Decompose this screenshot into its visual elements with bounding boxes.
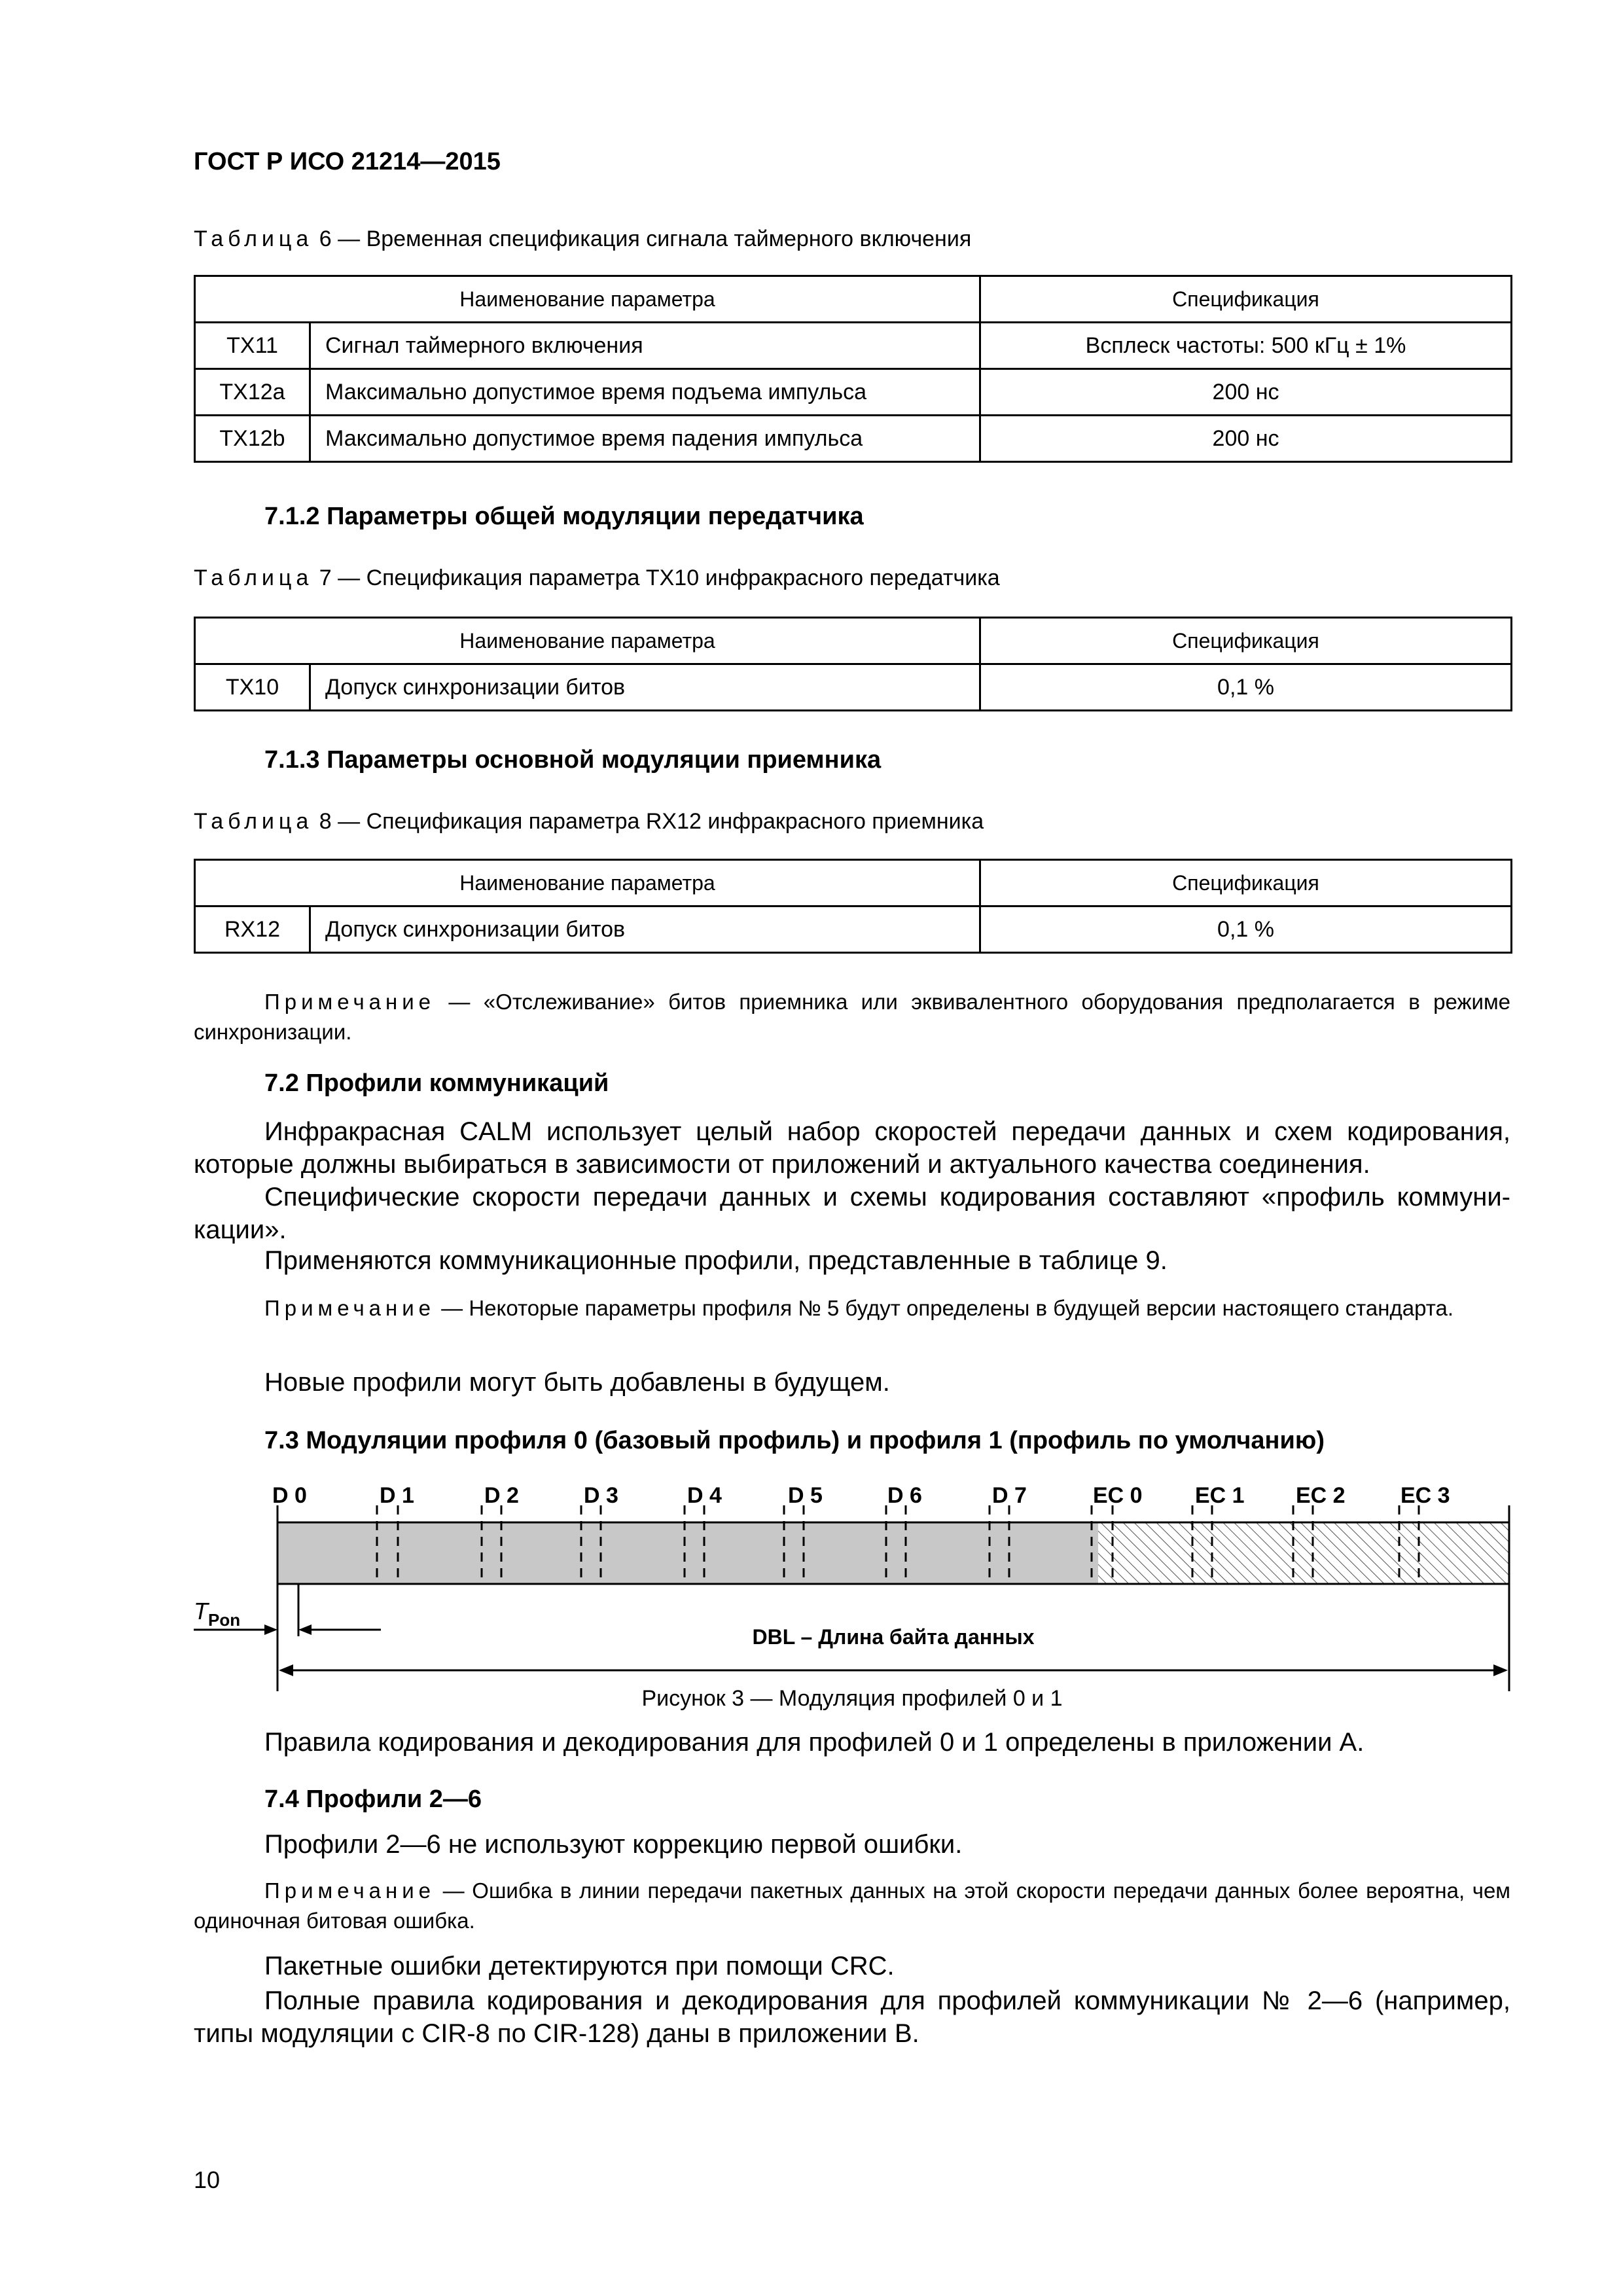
table-row	[195, 369, 1512, 416]
bit-dividers	[377, 1505, 1419, 1584]
tpon-left-arrowhead	[264, 1624, 277, 1635]
data-bit-label: D 0	[272, 1483, 307, 1508]
table8-caption-prefix: Таблица	[194, 809, 313, 834]
table7-caption-prefix: Таблица	[194, 565, 313, 590]
ec-region	[1098, 1522, 1509, 1584]
tpon-label: $T_{Pon}$	[194, 1598, 241, 1630]
document-header: ГОСТ Р ИСО 21214—2015	[194, 148, 501, 175]
section-72-heading: 7.2 Профили коммуникаций	[264, 1069, 609, 1097]
section-72-para4: Новые профили могут быть добавлены в будущем.	[264, 1368, 890, 1397]
param-code: TX12b	[195, 416, 310, 462]
figure3-caption: Рисунок 3 — Модуляция профилей 0 и 1	[641, 1686, 1063, 1711]
note-text: — «Отслеживание» битов приемника или эквивалентного оборудования предполагается в режиме синхронизации.	[194, 990, 1510, 1044]
table7-caption	[194, 565, 1000, 591]
note-label: Примечание	[264, 1878, 436, 1903]
dbl-right-arrowhead	[1493, 1664, 1508, 1676]
section-72-note	[194, 1293, 1510, 1323]
table6-caption-text: 6 — Временная спецификация сигнала таймерного включения	[319, 226, 972, 251]
section-72-para2: Специфические скорости передачи данных и схемы кодирования составляют «профиль коммуни-кации».	[194, 1183, 1510, 1244]
param-spec: 200 нс	[980, 369, 1512, 416]
dbl-label: DBL – Длина байта данных	[752, 1625, 1035, 1649]
note-label: Примечание	[264, 1296, 436, 1320]
table8-caption	[194, 809, 984, 834]
table7-header-spec: Спецификация	[980, 618, 1512, 664]
table6-caption-prefix: Таблица	[194, 226, 313, 251]
table8-caption-text: 8 — Спецификация параметра RX12 инфракрасного приемника	[319, 809, 984, 834]
param-spec: 0,1 %	[980, 906, 1512, 953]
table8-note	[194, 987, 1510, 1047]
ec-bit-label: EC 3	[1400, 1483, 1450, 1508]
param-code: TX11	[195, 323, 310, 369]
section-73-heading: 7.3 Модуляции профиля 0 (базовый профиль) и профиля 1 (профиль по умолчанию)	[264, 1427, 1325, 1454]
section-74-para1: Профили 2—6 не используют коррекцию первой ошибки.	[264, 1830, 963, 1859]
param-spec: Всплеск частоты: 500 кГц ± 1%	[980, 323, 1512, 369]
data-bit-label: D 5	[788, 1483, 823, 1508]
table-row	[195, 416, 1512, 462]
param-name: Максимально допустимое время падения импульса	[310, 416, 980, 462]
param-code: TX10	[195, 664, 310, 711]
param-name: Допуск синхронизации битов	[310, 664, 980, 711]
param-spec: 0,1 %	[980, 664, 1512, 711]
data-bit-label: D 4	[687, 1483, 722, 1508]
section-74-para3: Полные правила кодирования и декодирования для профилей коммуникации № 2—6 (например, типы модуляции с CIR-8 по CIR-128) даны в приложении В.	[194, 1986, 1510, 2048]
table8-header-param: Наименование параметра	[195, 860, 980, 906]
table8	[194, 859, 1512, 954]
data-bit-label: D 2	[484, 1483, 519, 1508]
tpon-subscript: Pon	[208, 1610, 241, 1630]
note-text: — Ошибка в линии передачи пакетных данных на этой скорости передачи данных более вероятна, чем одиночная битовая ошибка.	[194, 1878, 1510, 1933]
data-bit-label: D 6	[887, 1483, 922, 1508]
page-number: 10	[194, 2166, 221, 2193]
table7-caption-text: 7 — Спецификация параметра TX10 инфракрасного передатчика	[319, 565, 1000, 590]
table6	[194, 275, 1512, 463]
bit-labels	[272, 1483, 1450, 1508]
ec-bit-label: EC 2	[1296, 1483, 1346, 1508]
table6-header-spec: Спецификация	[980, 276, 1512, 323]
tpon-right-arrowhead	[298, 1624, 312, 1635]
dbl-left-arrowhead	[279, 1664, 293, 1676]
param-code: TX12a	[195, 369, 310, 416]
table-row	[195, 323, 1512, 369]
section-74-heading: 7.4 Профили 2—6	[264, 1785, 482, 1813]
note-label: Примечание	[264, 990, 436, 1014]
section-72-para3: Применяются коммуникационные профили, представленные в таблице 9.	[264, 1246, 1168, 1275]
table7	[194, 617, 1512, 711]
table7-header-param: Наименование параметра	[195, 618, 980, 664]
section-713-heading: 7.1.3 Параметры основной модуляции приемника	[264, 746, 882, 774]
data-bit-label: D 7	[992, 1483, 1027, 1508]
section-72-para1: Инфракрасная CALM использует целый набор скоростей передачи данных и схем кодирования, которые должны выбираться в зависимости от приложений и актуального качества соединения.	[194, 1117, 1510, 1179]
data-bit-label: D 1	[380, 1483, 414, 1508]
ec-bit-label: EC 0	[1093, 1483, 1143, 1508]
param-name: Максимально допустимое время подъема импульса	[310, 369, 980, 416]
after-figure-para: Правила кодирования и декодирования для профилей 0 и 1 определены в приложении А.	[264, 1728, 1364, 1757]
data-bit-label: D 3	[584, 1483, 618, 1508]
section-74-para2: Пакетные ошибки детектируются при помощи CRC.	[264, 1952, 895, 1981]
ec-bit-label: EC 1	[1195, 1483, 1245, 1508]
section-74-note	[194, 1876, 1510, 1936]
table-row	[195, 906, 1512, 953]
table6-caption	[194, 226, 971, 252]
table6-header-param: Наименование параметра	[195, 276, 980, 323]
param-name: Допуск синхронизации битов	[310, 906, 980, 953]
table-row	[195, 664, 1512, 711]
param-code: RX12	[195, 906, 310, 953]
param-name: Сигнал таймерного включения	[310, 323, 980, 369]
param-spec: 200 нс	[980, 416, 1512, 462]
note-text: — Некоторые параметры профиля № 5 будут определены в будущей версии настоящего стандарта.	[435, 1296, 1454, 1320]
table8-header-spec: Спецификация	[980, 860, 1512, 906]
section-712-heading: 7.1.2 Параметры общей модуляции передатчика	[264, 503, 864, 530]
data-region	[277, 1522, 1098, 1584]
